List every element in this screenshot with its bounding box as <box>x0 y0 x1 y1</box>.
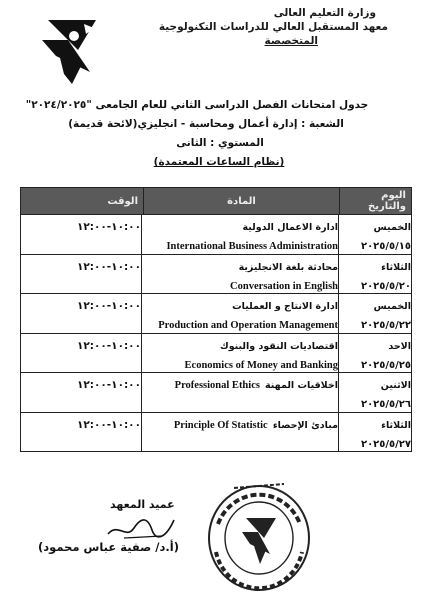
day-date-cell <box>338 413 411 452</box>
ministry-name: وزارة التعليم العالى <box>273 7 376 19</box>
table-row <box>21 215 411 255</box>
time-cell <box>21 215 141 254</box>
exam-date: ٢٠٢٥/٥/٢٠ <box>360 280 411 292</box>
time-cell <box>21 373 141 412</box>
subject-arabic: اخلاقيات المهنة <box>265 380 338 391</box>
table-row <box>21 294 411 334</box>
day-name: الخميس <box>373 222 411 233</box>
institute-specialized: المتخصصة <box>264 35 318 47</box>
time-cell <box>21 334 141 373</box>
dean-name: (أ.د/ صفية عباس محمود) <box>38 540 179 554</box>
subject-cell <box>141 373 338 412</box>
subject-english: Economics of Money and Banking <box>184 359 338 371</box>
exam-date: ٢٠٢٥/٥/٢٢ <box>360 320 411 331</box>
exam-date: ٢٠٢٥/٥/٢٥ <box>360 359 411 371</box>
exam-table <box>20 187 412 452</box>
subject-arabic: ادارة الاعمال الدولية <box>242 222 338 233</box>
subject-cell <box>141 294 338 333</box>
day-date-cell <box>338 373 411 412</box>
subject-cell <box>141 413 338 452</box>
time-cell <box>21 294 141 333</box>
exam-date: ٢٠٢٥/٥/١٥ <box>360 241 411 252</box>
subject-arabic: ادارة الانتاج و العمليات <box>232 301 338 312</box>
exam-time: ١٠:٠٠-١٢:٠٠ <box>76 418 141 431</box>
day-date-cell <box>338 294 411 333</box>
day-name: الاحد <box>388 340 411 352</box>
subject-cell <box>141 334 338 373</box>
division-line: الشعبة : إدارة أعمال ومحاسبة - انجليزي(لائحة قديمة) <box>68 118 344 130</box>
exam-time: ١٠:٠٠-١٢:٠٠ <box>76 379 141 391</box>
subject-arabic: مبادئ الإحصاء <box>272 419 338 431</box>
header-day-date: اليوم والتاريخ <box>339 188 411 214</box>
subject-english: Principle Of Statistic <box>173 419 268 431</box>
exam-time: ١٠:٠٠-١٢:٠٠ <box>76 300 141 312</box>
table-row <box>21 334 411 374</box>
day-name: الثلاثاء <box>381 261 411 273</box>
day-name: الخميس <box>373 301 411 312</box>
exam-date: ٢٠٢٥/٥/٢٧ <box>360 438 411 450</box>
institute-name: معهد المستقبل العالي للدراسات التكنولوجية <box>158 21 388 33</box>
day-date-cell <box>338 215 411 254</box>
subject-english: Production and Operation Management <box>158 320 338 331</box>
level-line: المستوي : الثانى <box>176 137 264 149</box>
exam-time: ١٠:٠٠-١٢:٠٠ <box>76 260 141 273</box>
subject-arabic: محادثة بلغة الانجليزية <box>238 261 338 273</box>
time-cell <box>21 413 141 452</box>
subject-cell <box>141 255 338 294</box>
subject-english: Professional Ethics <box>174 380 260 391</box>
day-name: الاثنين <box>380 380 411 391</box>
official-stamp-icon <box>204 476 314 594</box>
day-date-cell <box>338 334 411 373</box>
document-titles <box>0 96 432 172</box>
header-time: الوقت <box>107 195 138 207</box>
institute-header <box>158 6 388 48</box>
table-header <box>21 188 411 215</box>
table-row <box>21 413 411 452</box>
subject-arabic: اقتصاديات النقود والبنوك <box>220 340 338 352</box>
exam-time: ١٠:٠٠-١٢:٠٠ <box>76 339 141 352</box>
institute-logo-icon <box>38 14 102 86</box>
table-row <box>21 255 411 295</box>
exam-date: ٢٠٢٥/٥/٢٦ <box>360 399 411 410</box>
header-subject: المادة <box>143 188 339 214</box>
subject-cell <box>141 215 338 254</box>
day-name: الثلاثاء <box>381 419 411 431</box>
time-cell <box>21 255 141 294</box>
table-row <box>21 373 411 413</box>
exam-time: ١٠:٠٠-١٢:٠٠ <box>76 221 141 233</box>
credit-system-line: (نظام الساعات المعتمدة) <box>153 156 285 168</box>
dean-title: عميد المعهد <box>110 498 175 511</box>
subject-english: International Business Administration <box>166 241 338 252</box>
subject-english: Conversation in English <box>230 280 338 292</box>
day-date-cell <box>338 255 411 294</box>
schedule-title: جدول امتحانات الفصل الدراسى الثاني للعام الجامعى "٢٠٢٤/٢٠٢٥" <box>25 99 369 111</box>
